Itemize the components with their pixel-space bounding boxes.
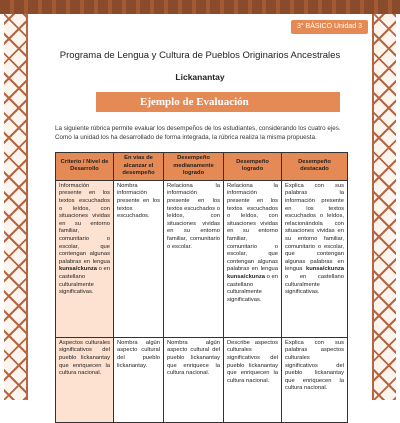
level-2-cell: Nombra algún aspecto cultural del pueblo lickanantay que enriquece la cultura nacional. — [164, 337, 224, 422]
intro-paragraph: La siguiente rúbrica permite evaluar los desempeños de los estudiantes, considerando los cuatro ejes. Como la unidad los ha desarrollado de forma integrada, la rúbrica realiza la misma propuesta. — [55, 125, 341, 141]
table-header-row — [56, 153, 348, 181]
program-title: Programa de Lengua y Cultura de Pueblos Originarios Ancestrales — [59, 50, 341, 61]
level-3-text-end: o en castellano culturalmente significativas. — [227, 273, 278, 303]
table-row — [56, 337, 348, 422]
level-4-text: Explica con sus palabras la información presente en los textos escuchados o leídos, relacionándola con situaciones vividas en su entorno familiar, comunitario o escolar, que contengan algunas palabras en lengua — [285, 182, 344, 273]
criterion-text: Información presente en los textos escuchados o leídos, con situaciones vividas en su entorno familiar, comunitario o escolar, que contengan algunas palabras en lengua — [59, 182, 110, 265]
header-level-4: Desempeño destacado — [282, 153, 348, 181]
level-1-cell: Nombra algún aspecto cultural del pueblo lickanantay. — [114, 337, 164, 422]
level-4-cell — [282, 180, 348, 337]
right-decorative-border — [372, 14, 396, 400]
level-4-cell: Explica con sus palabras aspectos culturales significativos del pueblo lickanantay que enriquecen la cultura nacional. — [282, 337, 348, 422]
header-criterion: Criterio / Nivel de Desarrollo — [56, 153, 114, 181]
language-term: kunsa/ckunza — [305, 266, 344, 273]
level-2-cell: Relaciona la información presente en los textos escuchados o leídos, con situaciones vividas en su entorno familiar, comunitario o escolar. — [164, 180, 224, 337]
header-level-3: Desempeño logrado — [224, 153, 282, 181]
header-level-1: En vías de alcanzar el desempeño — [114, 153, 164, 181]
rubric-table — [55, 152, 348, 423]
criterion-cell — [56, 180, 114, 337]
level-4-text-end: o en castellano culturalmente significativas. — [285, 273, 344, 296]
top-decorative-band — [0, 0, 400, 14]
left-decorative-border — [4, 14, 28, 400]
level-3-text: Relaciona la información presente en los textos escuchados o leídos, con situaciones vividas en su entorno familiar, comunitario o escolar, que contengan algunas palabras en lengua — [227, 182, 278, 273]
language-title: Lickanantay — [175, 72, 225, 82]
language-term: kunsa/ckunza — [227, 273, 266, 280]
table-row — [56, 180, 348, 337]
section-banner: Ejemplo de Evaluación — [96, 92, 340, 112]
level-3-cell — [224, 180, 282, 337]
unit-tab: 3° BÁSICO Unidad 3 — [291, 20, 368, 34]
level-3-cell: Describe aspectos culturales significativos del pueblo lickanantay que enriquecen la cultura nacional. — [224, 337, 282, 422]
header-level-2: Desempeño medianamente logrado — [164, 153, 224, 181]
criterion-cell: Aspectos culturales significativos del pueblo lickanantay que enriquecen la cultura nacional. — [56, 337, 114, 422]
language-term: kunsa/ckunza — [59, 266, 98, 273]
level-1-cell: Nombra información presente en los textos escuchados. — [114, 180, 164, 337]
criterion-text-end: o en castellano culturalmente significativas. — [59, 266, 110, 296]
